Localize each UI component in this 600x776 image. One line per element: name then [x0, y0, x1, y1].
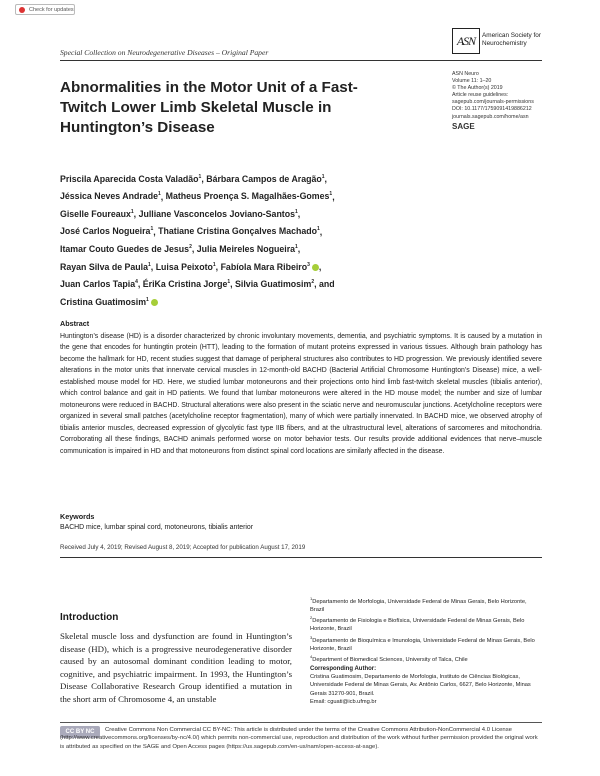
- journal-meta: [452, 71, 552, 130]
- author[interactable]: Thatiane Cristina Gonçalves Machado$^1$: [158, 226, 320, 237]
- author[interactable]: ÉriKa Cristina Jorge$^1$: [142, 279, 231, 290]
- corresponding-email[interactable]: Email: cguati@icb.ufmg.br: [310, 698, 377, 705]
- author[interactable]: Giselle Foureaux$^1$: [60, 208, 134, 219]
- doi-link[interactable]: DOI: 10.1177/1759091419886212: [452, 106, 532, 113]
- author-list: Priscila Aparecida Costa Valadão$^1$, Bárbara Campos de Aragão$^1$, Jéssica Neves Andrade$^1$, Matheus Proença S. Magalhães-Gomes$^1$, Giselle Foureaux$^1$, Julliane Vasconcelos Joviano-Santos$^1$, José Carlos Nogueira$^1$, Thatiane Cristina Gonçalves Machado$^1$, Itamar Couto Guedes de Jesus$^2$, Julia Meireles Nogueira$^1$, Rayan Silva de Paula$^1$, Luisa Peixoto$^1$, Fabíola Mara Ribeiro$^3$ , Juan Carlos Tapia$^4$, ÉriKa Cristina Jorge$^1$, Silvia Guatimosim$^2$, and Cristina Guatimosim$^1$: [60, 173, 335, 307]
- society-logo: [452, 28, 542, 58]
- license-divider: [60, 722, 542, 723]
- orcid-icon[interactable]: [312, 264, 319, 271]
- abstract-text: Huntington’s disease (HD) is a disorder characterized by chronic involuntary movements, dementia, and psychiatric symptoms. It is caused by a mutation in the gene that encodes for huntingtin protein (HTT), leading to the formation of mutant proteins expressed in various tissues. Although brain pathology has become the hallmark for HD, recent studies suggest that damage of peripheral structures also contributes to HD progression. We previously identified severe alterations in the motor units that innervate cervical muscles in 12-month-old BACHD (Bacterial Artificial Chromosome Huntington’s Disease) mice, a well-established mouse model for HD. Here, we studied lumbar motoneurons and their projections onto hind limb fast-twitch skeletal muscles (tibialis anterior), which control balance and gait in HD patients. We found that lumbar motoneurons were altered in the HD mouse model; the number and size of lumbar motoneurons were reduced in BACHD. Structural alterations were also present in the sciatic nerve and neuromuscular junctions. Acetylcholine receptors were organized in several small patches (acetylcholine receptor fragmentation), many of which were partially innervated. In BACHD mice, we observed atrophy of tibialis anterior muscles, decreased expression of glycolytic fast type IIB fibers, and at the ultrastructural level, alterations of sarcomeres and mitochondria. Corroborating all these findings, BACHD animals performed worse on motor behavior tests. Our results provide additional evidences that nerve–muscle communication is impaired in HD and that motoneurons from distinct spinal cord locations are similarly affected in the disease.: [60, 333, 542, 455]
- author[interactable]: Juan Carlos Tapia$^4$: [60, 279, 138, 290]
- author[interactable]: Julliane Vasconcelos Joviano-Santos$^1$: [138, 208, 298, 219]
- intro-text: Skeletal muscle loss and dysfunction are found in Huntington’s disease (HD), which is a progressive neurodegenerative disorder caused by an autosomal dominant condition leading to motor, cognitive, and psychiatric impairment. In 1993, the Huntington’s Disease Collaborative Research Group identified a mutation in the short arm of Chromosome 4, an unstable: [60, 631, 292, 704]
- copyright: © The Author(s) 2019: [452, 85, 503, 92]
- section-divider: [60, 557, 542, 558]
- received-dates: Received July 4, 2019; Revised August 8, 2019; Accepted for publication August 17, 2019: [60, 544, 306, 551]
- orcid-icon[interactable]: [151, 299, 158, 306]
- affiliation: $^3$Departamento de Bioquímica e Imunologia, Universidade Federal de Minas Gerais, Belo Horizonte, Brazil: [310, 634, 535, 652]
- header-divider: [60, 60, 542, 61]
- author[interactable]: Julia Meireles Nogueira$^1$: [196, 243, 298, 254]
- author[interactable]: Rayan Silva de Paula$^1$: [60, 261, 151, 272]
- license-text: Creative Commons Non Commercial CC BY-NC: This article is distributed under the terms of the Creative Commons Attribution-NonCommercial 4.0 License (http://www.creativecommons.org/licenses/by-nc/4.0/) which permits non-commercial use, reproduction and distribution of the work without further permission provided the original work is attributed as specified on the SAGE and Open Access pages (https://us.sagepub.com/en-us/nam/open-access-at-sage).: [60, 727, 538, 750]
- author[interactable]: Fabíola Mara Ribeiro$^3$: [221, 262, 319, 272]
- abstract-heading: Abstract: [60, 319, 90, 328]
- check-for-updates-badge[interactable]: Check for updates: [15, 4, 75, 15]
- affiliation: $^4$Department of Biomedical Sciences, University of Talca, Chile: [310, 653, 468, 663]
- journal-name: ASN Neuro: [452, 71, 479, 77]
- update-icon: [19, 7, 25, 13]
- author[interactable]: Cristina Guatimosim$^1$: [60, 297, 158, 307]
- author[interactable]: Priscila Aparecida Costa Valadão$^1$: [60, 173, 202, 184]
- author[interactable]: Matheus Proença S. Magalhães-Gomes$^1$: [165, 191, 333, 202]
- author[interactable]: Itamar Couto Guedes de Jesus$^2$: [60, 243, 192, 254]
- keywords-heading: Keywords: [60, 512, 95, 521]
- author[interactable]: Silvia Guatimosim$^2$: [235, 279, 315, 290]
- affiliation: $^2$Departamento de Fisiologia e Biofísica, Universidade Federal de Minas Gerais, Belo Horizonte, Brazil: [310, 615, 525, 633]
- publisher-logo: SAGE: [452, 121, 475, 131]
- paper-title: Abnormalities in the Motor Unit of a Fast-Twitch Lower Limb Skeletal Muscle in Huntington’s Disease: [60, 79, 358, 136]
- author[interactable]: Bárbara Campos de Aragão$^1$: [206, 173, 325, 184]
- keywords-text: BACHD mice, lumbar spinal cord, motoneurons, tibialis anterior: [60, 524, 254, 531]
- society-name: American Society for Neurochemistry: [482, 32, 541, 47]
- cc-license-icon: CC BY NC: [60, 726, 100, 738]
- asn-logo-icon: ASN: [452, 28, 480, 54]
- author[interactable]: Luisa Peixoto$^1$: [155, 261, 216, 272]
- affiliations: [310, 595, 542, 706]
- journal-link[interactable]: journals.sagepub.com/home/asn: [452, 113, 529, 120]
- journal-volume: Volume 11: 1–20: [452, 78, 492, 85]
- affiliation: $^1$Departamento de Morfologia, Universidade Federal de Minas Gerais, Belo Horizonte, Brazil: [310, 596, 527, 614]
- collection-label: Special Collection on Neurodegenerative Diseases – Original Paper: [60, 48, 269, 57]
- author[interactable]: José Carlos Nogueira$^1$: [60, 226, 154, 237]
- corresponding-text: Cristina Guatimosim, Departamento de Morfologia, Instituto de Ciências Biológicas, Universidade Federal de Minas Gerais, Av. Antônio Carlos, 6627, Belo Horizonte, Minas Gerais 31270-901, Brazil.: [310, 674, 531, 697]
- reuse-label: Article reuse guidelines:: [452, 92, 509, 99]
- intro-heading: Introduction: [60, 612, 119, 623]
- reuse-link[interactable]: sagepub.com/journals-permissions: [452, 99, 534, 106]
- author[interactable]: Jéssica Neves Andrade$^1$: [60, 191, 161, 202]
- corresponding-heading: Corresponding Author:: [310, 665, 377, 672]
